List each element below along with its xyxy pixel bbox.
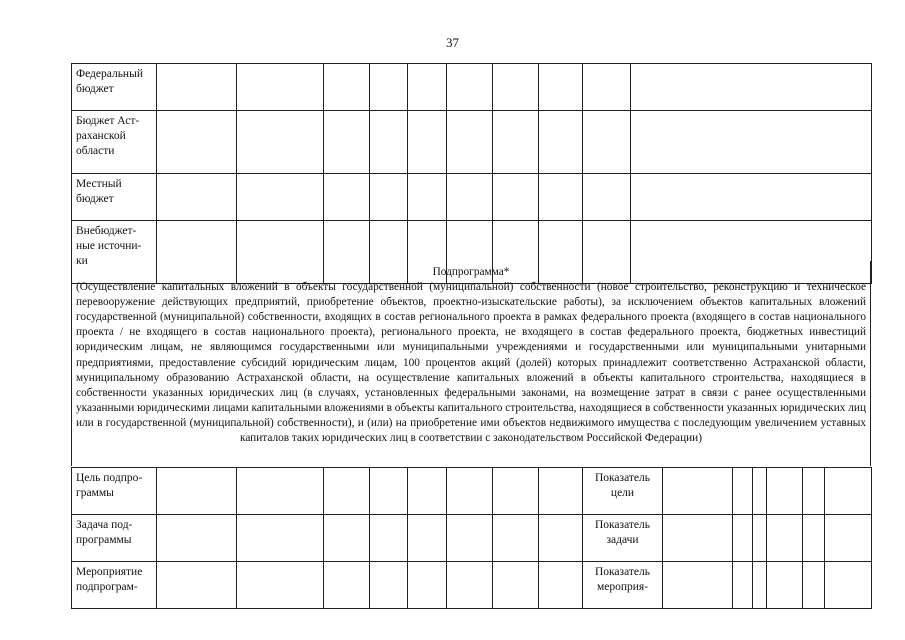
indicator-activity: Показатель мероприя- [583,562,663,609]
table-row [72,64,872,111]
table-row [72,174,872,221]
table-row [72,111,872,174]
indicator-task: Показатель задачи [583,515,663,562]
row-label-activity: Мероприятие подпрограм- [72,562,157,609]
row-label-regional: Бюджет Аст-раханской области [72,111,157,174]
row-label-goal: Цель подпро-граммы [72,468,157,515]
subprogram-table [71,467,872,609]
subprogram-title: Подпрограмма* [432,266,510,278]
row-label-local: Местный бюджет [72,174,157,221]
table-row [72,515,872,562]
funding-sources-table [71,63,872,284]
subprogram-description: (Осуществление капитальных вложений в объекты государственной (муниципальной) собственности (новое строительство, реконструкцию и техническое перевооружение действующих предприятий, приобретение объектов, проектно-изыскательские работы), за исключением объектов капитальных вложений государственной (муниципальной) собственности, входящих в состав регионального проекта в рамках федерального проекта (входящего в состав национального проекта / не входящего в состав национального проекта), регионального проекта, не входящего в состав федерального проекта, бюджетных инвестиций юридическим лицам, не являющимся государственными или муниципальными учреждениями и государственными или муниципальными унитарными предприятиями, предоставление субсидий юридическим лицам, 100 процентов акций (долей) которых принадлежит соответственно Астраханской области, муниципальному образованию Астраханской области, на осуществление капитальных вложений в объекты капитального строительства, находящиеся в собственности указанных юридических лиц (в случаях, установленных федеральными законами, на возмещение затрат в связи с ранее осуществленными указанными юридическими лицами капитальными вложениями в объекты капитального строительства, находящиеся в собственности указанных юридических лиц или в государственной (муниципальной) собственности), и (или) на приобретение ими объектов недвижимого имущества с последующим увеличением уставных капиталов таких юридических лиц в соответствии с законодательством Российской Федерации) [76,281,866,445]
subprogram-block [71,261,871,466]
indicator-goal: Показатель цели [583,468,663,515]
row-label-task: Задача под-программы [72,515,157,562]
row-label-federal: Федеральный бюджет [72,64,157,111]
table-row [72,468,872,515]
row-label-offbudget: Внебюджет-ные источни-ки [72,221,157,284]
table-row [72,562,872,609]
page-number: 37 [446,35,459,50]
